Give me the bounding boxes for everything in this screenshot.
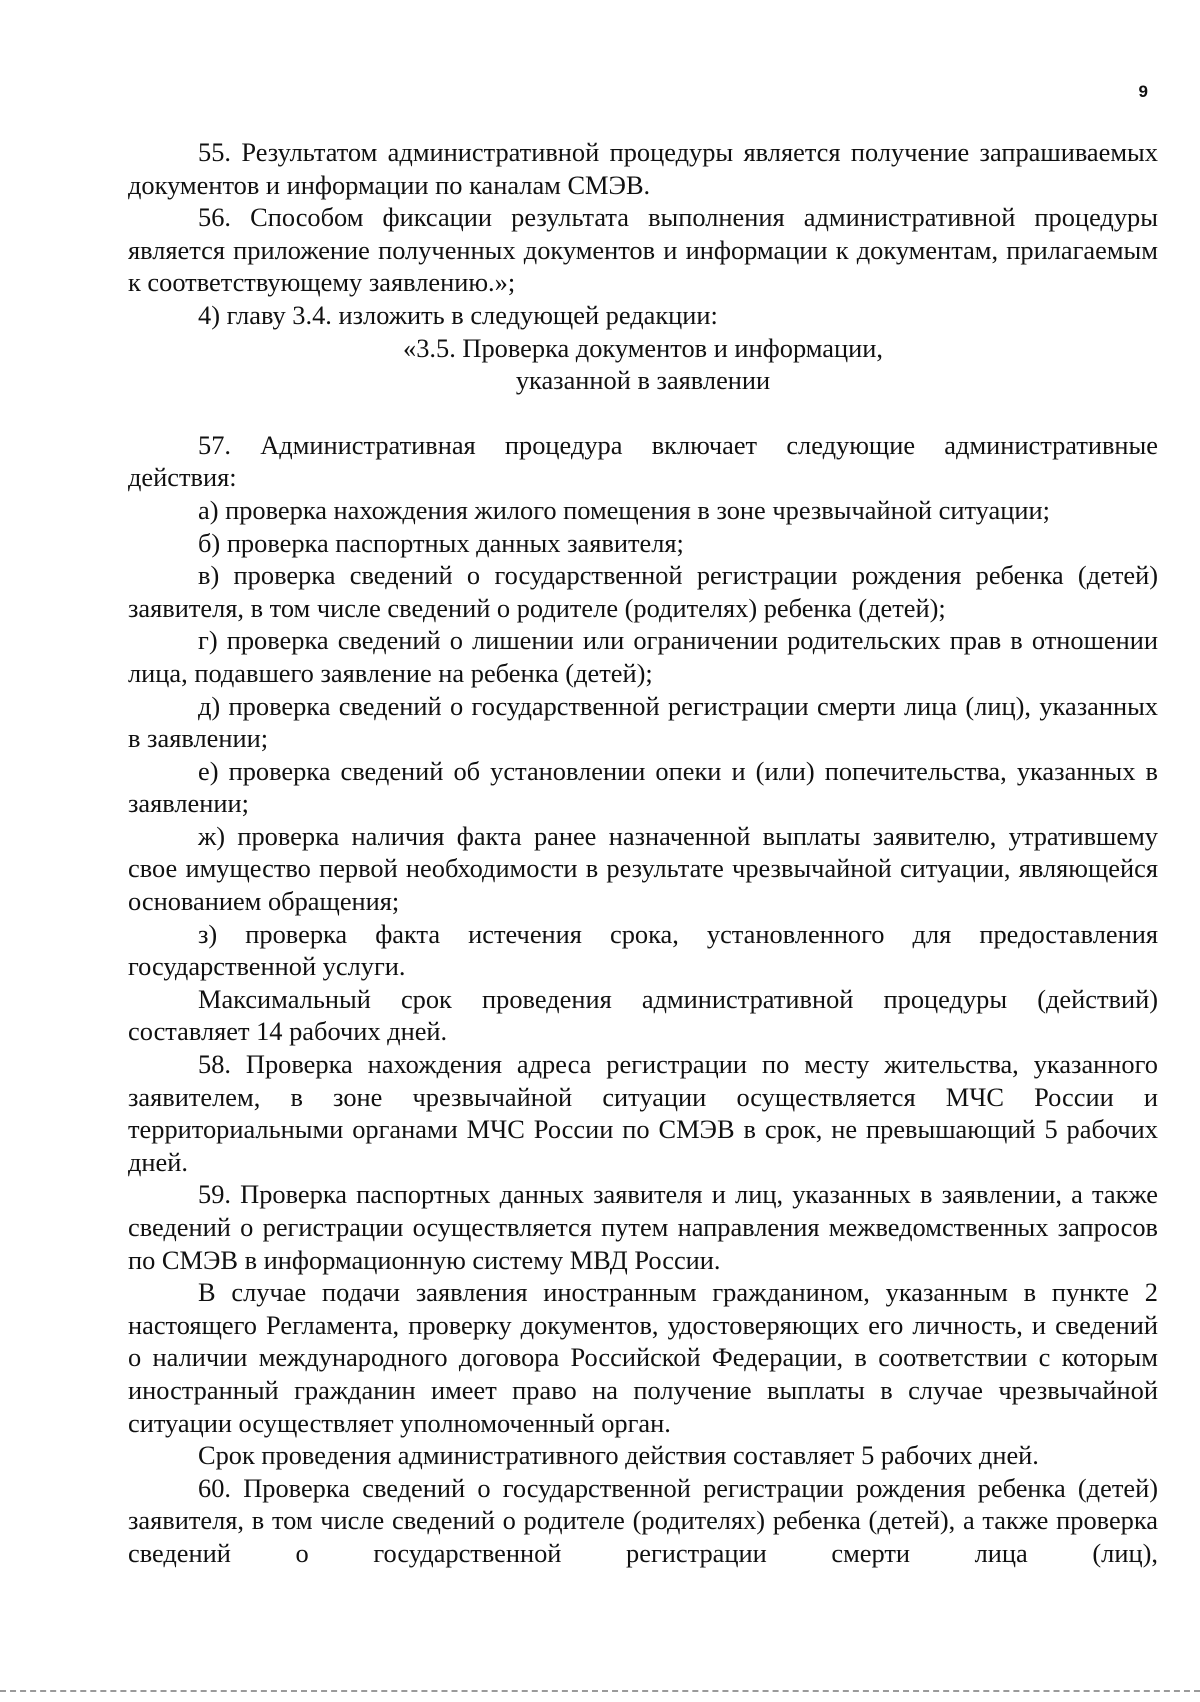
paragraph-60: 60. Проверка сведений о государственной регистрации рождения ребенка (детей) заявителя, в том числе сведений о родителе (родителях) ребенка (детей), а также проверка сведений о государственной регистрации смерти лица (лиц), — [128, 1472, 1158, 1568]
amendment-instruction: 4) главу 3.4. изложить в следующей редакции: — [198, 299, 718, 330]
action-term-paragraph: Срок проведения административного действия составляет 5 рабочих дней. — [198, 1440, 1039, 1471]
section-heading-line-1: «3.5. Проверка документов и информации, — [403, 332, 883, 363]
list-item-z: з) проверка факта истечения срока, установленного для предоставления государственной услуги. — [128, 918, 1158, 982]
list-item-d: д) проверка сведений о государственной регистрации смерти лица (лиц), указанных в заявлении; — [128, 690, 1158, 754]
section-heading-line-2: указанной в заявлении — [515, 365, 771, 396]
paragraph-59: 59. Проверка паспортных данных заявителя и лиц, указанных в заявлении, а также сведений о регистрации осуществляется путем направления межведомственных запросов по СМЭВ в информационную систему МВД России. — [128, 1179, 1158, 1275]
foreign-citizen-paragraph: В случае подачи заявления иностранным гражданином, указанным в пункте 2 настоящего Регламента, проверку документов, удостоверяющих его личность, и сведений о наличии международного договора Российской Федерации, в соответствии с которым иностранный гражданин имеет право на получение выплаты в случае чрезвычайной ситуации осуществляет уполномоченный орган. — [128, 1277, 1158, 1438]
paragraph-55: 55. Результатом административной процедуры является получение запрашиваемых документов и информации по каналам СМЭВ. — [128, 137, 1158, 200]
list-item-g: г) проверка сведений о лишении или ограничении родительских прав в отношении лица, подавшего заявление на ребенка (детей); — [128, 625, 1158, 688]
page-number: 9 — [1138, 82, 1148, 101]
paragraph-56: 56. Способом фиксации результата выполнения административной процедуры является приложение полученных документов и информации к документам, прилагаемым к соответствующему заявлению.»; — [128, 202, 1158, 298]
list-item-b: б) проверка паспортных данных заявителя; — [198, 527, 684, 558]
paragraph-57: 57. Административная процедура включает следующие административные действия: — [128, 429, 1158, 493]
list-item-e: е) проверка сведений об установлении опеки и (или) попечительства, указанных в заявлении; — [128, 755, 1158, 819]
list-item-v: в) проверка сведений о государственной регистрации рождения ребенка (детей) заявителя, в том числе сведений о родителе (родителях) ребенка (детей); — [128, 560, 1158, 623]
document-body — [128, 136, 1158, 1570]
max-term-paragraph: Максимальный срок проведения административной процедуры (действий) составляет 14 рабочих дней. — [128, 983, 1158, 1047]
section-heading — [128, 332, 1158, 397]
page-bottom-edge — [0, 1690, 1200, 1692]
paragraph-58: 58. Проверка нахождения адреса регистрации по месту жительства, указанного заявителем, в зоне чрезвычайной ситуации осуществляется МЧС России и территориальными органами МЧС России по СМЭВ в срок, не превышающий 5 рабочих дней. — [128, 1049, 1158, 1177]
list-item-a: а) проверка нахождения жилого помещения в зоне чрезвычайной ситуации; — [198, 494, 1050, 525]
list-item-zh: ж) проверка наличия факта ранее назначенной выплаты заявителю, утратившему свое имущество первой необходимости в результате чрезвычайной ситуации, являющейся основанием обращения; — [128, 820, 1158, 917]
